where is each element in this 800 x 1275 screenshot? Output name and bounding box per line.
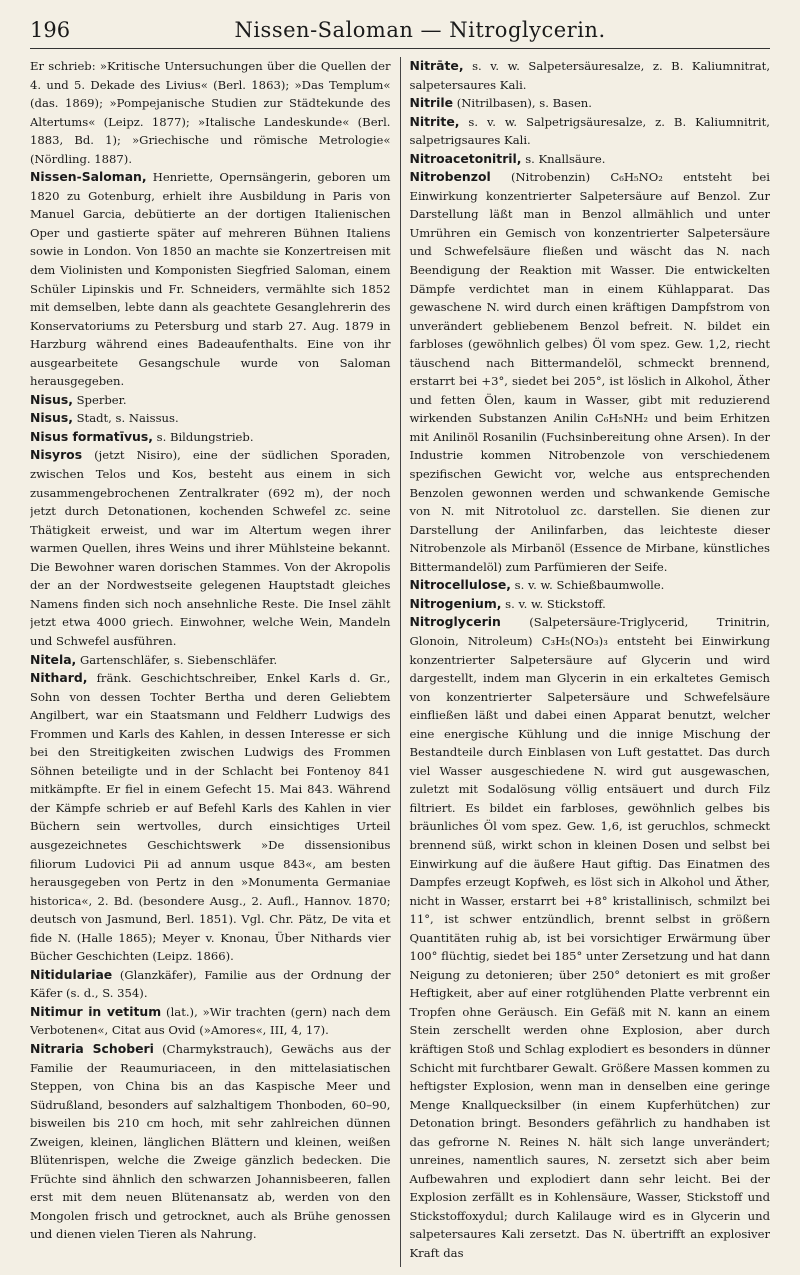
entry-body: (lat.), »Wir trachten (gern) nach dem Verbotenen«, Citat aus Ovid (»Amores«, III, 4, 17). — [30, 1004, 391, 1038]
entry-headword: Nitela, — [30, 651, 77, 667]
entry-headword: Nitimur in vetitum — [30, 1003, 162, 1019]
entry — [410, 57, 771, 94]
entry-headword: Nitroacetonitril, — [409, 150, 522, 166]
entry — [30, 669, 391, 966]
entry-headword: Nissen-Saloman, — [30, 169, 147, 185]
entry-body: (Charmykstrauch), Gewächs aus der Familie der Reaumuriaceen, in den mittelasiatischen Steppen, von China bis an das Kaspische Meer und Südrußland, besonders auf salzhaltigem Thonboden, 60–90, bisweilen bis 210 cm hoch, mit sehr zahlreichen dünnen Zweigen, kleinen, länglichen Blättern und kleinen, weißen Blütenrispen, welche die Zweige gänzlich bedecken. Die Früchte sind ähnlich den schwarzen Johannisbeeren, fallen erst mit dem neuen Blütenansatz ab, werden von den Mongolen frisch und getrocknet, auch als Brühe genossen und dienen vielen Tieren als Nahrung. — [30, 1041, 391, 1242]
running-head: Nissen-Saloman — Nitroglycerin. — [234, 18, 606, 42]
entry — [30, 446, 391, 650]
entry-headword: Nithard, — [30, 670, 88, 686]
entry — [410, 595, 771, 614]
entry-body: (jetzt Nisiro), eine der südlichen Sporaden, zwischen Telos und Kos, besteht aus einem in sich zusammengebrochenen Zentralkrater (692 m), der noch jetzt durch Detonationen, kochenden Schwefel zc. seine Thätigkeit erweist, und war im Altertum wegen ihrer warmen Quellen, ihres Weins und ihrer Mühlsteine bekannt. Die Bewohner waren dorischen Stammes. Von der Akropolis der an der Nordwestseite gelegenen Hauptstadt gleiches Namens finden sich noch ansehnliche Reste. Die Insel zählt jetzt etwa 4000 griech. Einwohner, welche Wein, Mandeln und Schwefel ausführen. — [30, 448, 391, 648]
left-column — [30, 57, 400, 1267]
page-header — [30, 18, 770, 49]
entry — [30, 168, 391, 391]
entry — [30, 391, 391, 410]
entry-body: Henriette, Opernsängerin, geboren um 1820 zu Gotenburg, erhielt ihre Ausbildung in Paris von Manuel Garcia, debütierte an der dortigen Italienischen Oper und gastierte später auf mehreren Bühnen Italiens sowie in London. Von 1850 an machte sie Konzertreisen mit dem Violinisten und Komponisten Siegfried Saloman, einem Schüler Lipinskis und Fr. Schneiders, vermählte sich 1852 mit demselben, lebte dann als geachtete Gesanglehrerin des Konservatoriums zu Petersburg und starb 27. Aug. 1879 in Harzburg während eines Badeaufenthalts. Eine von ihr ausgearbeitete Gesangschule wurde von Saloman herausgegeben. — [30, 170, 391, 389]
entry-headword: Nitrogenium, — [409, 595, 502, 611]
entry-body: s. Knallsäure. — [521, 151, 606, 166]
entry-headword: Nitidulariae — [30, 966, 113, 982]
entry — [410, 150, 771, 169]
entry — [30, 409, 391, 428]
entry-body: s. v. w. Stickstoff. — [501, 596, 606, 611]
entry-body: Gartenschläfer, s. Siebenschläfer. — [76, 652, 278, 667]
entry-headword: Nitrobenzol — [409, 169, 491, 185]
entry — [30, 57, 391, 168]
entry-body: (Glanzkäfer), Familie aus der Ordnung der Käfer (s. d., S. 354). — [30, 967, 391, 1001]
entry-body: s. v. w. Schießbaumwolle. — [510, 578, 665, 593]
entry-body: s. v. w. Salpetrigsäuresalze, z. B. Kaliumnitrit, salpetrigsaures Kali. — [409, 114, 770, 148]
entry — [410, 613, 771, 1262]
entry-headword: Nitraria Schoberi — [30, 1040, 154, 1056]
entry — [30, 966, 391, 1003]
entry-body: fränk. Geschichtschreiber, Enkel Karls d. Gr., Sohn von dessen Tochter Bertha und deren Geliebtem Angilbert, war ein Staatsmann und Feldherr Ludwigs des Frommen und Karls des Kahlen, in dessen Interesse er sich bei den Streitigkeiten zwischen Ludwigs des Frommen Söhnen beteiligte und in der Schlacht bei Fontenoy 841 mitkämpfte. Er fiel in einem Gefecht 15. Mai 843. Während der Kämpfe schrieb er auf Befehl Karls des Kahlen in vier Büchern sein wertvolles, durch einsichtiges Urteil ausgezeichnetes Geschichtswerk »De dissensionibus filiorum Ludovici Pii ad annum usque 843«, am besten herausgegeben von Pertz in den »Monumenta Germaniae historica«, 2. Bd. (besondere Ausg., 2. Aufl., Hannov. 1870; deutsch von Jasmund, Berl. 1851). Vgl. Chr. Pätz, De vita et fide N. (Halle 1865); Meyer v. Knonau, Über Nithards vier Bücher Geschichten (Leipz. 1866). — [30, 671, 391, 964]
entry-body: s. v. w. Salpetersäuresalze, z. B. Kaliumnitrat, salpetersaures Kali. — [409, 59, 770, 92]
entry-headword: Nitrite, — [409, 113, 460, 129]
entry-body: (Nitrilbasen), s. Basen. — [453, 96, 592, 111]
entry-headword: Nitrocellulose, — [409, 577, 511, 593]
entry-body: Stadt, s. Naissus. — [72, 411, 179, 426]
entry — [410, 94, 771, 113]
entry-headword: Nisyros — [30, 447, 83, 463]
entry-body: s. Bildungstrieb. — [152, 429, 254, 444]
entry — [410, 113, 771, 150]
entry-headword: Nitrile — [409, 95, 454, 111]
entry — [30, 1003, 391, 1040]
entry — [30, 1040, 391, 1244]
entry — [30, 651, 391, 670]
entry-headword: Nitroglycerin — [409, 614, 501, 630]
page-number: 196 — [30, 18, 71, 42]
entry-headword: Nisus, — [30, 391, 73, 407]
entry-headword: Nitrāte, — [409, 58, 464, 73]
entry — [30, 428, 391, 447]
text-columns — [30, 57, 770, 1267]
entry-headword: Nisus, — [30, 410, 73, 426]
entry-body: Sperber. — [72, 392, 127, 407]
right-column — [400, 57, 771, 1267]
entry-headword: Nisus formatīvus, — [30, 428, 153, 444]
entry-body: (Nitrobenzin) C₆H₅NO₂ entsteht bei Einwirkung konzentrierter Salpetersäure auf Benzol. Zur Darstellung läßt man in Benzol allmählich und unter Umrühren ein Gemisch von konzentrierter Salpetersäure und Schwefelsäure fließen und wäscht das N. nach Beendigung der Reaktion mit Wasser. Die entwickelten Dämpfe verdichtet man in einem Kühlapparat. Das gewaschene N. wird durch einen kräftigen Dampfstrom von unverändert gebliebenem Benzol befreit. N. bildet ein farbloses (gewöhnlich gelbes) Öl vom spez. Gew. 1,2, riecht täuschend nach Bittermandelöl, schmeckt brennend, erstarrt bei +3°, siedet bei 205°, ist löslich in Alkohol, Äther und fetten Ölen, kaum in Wasser, gibt mit reduzierend wirkenden Substanzen Anilin C₆H₅NH₂ und beim Erhitzen mit Anilinöl Rosanilin (Fuchsinbereitung ohne Arsen). In der Industrie kommen Nitrobenzole von verschiedenem spezifischen Gewicht vor, welche aus entsprechenden Benzolen gewonnen werden und schwankende Gemische von N. mit Nitrotoluol zc. darstellen. Sie dienen zur Darstellung der Anilinfarben, das leichteste dieser Nitrobenzole als Mirbanöl (Essence de Mirbane, künstliches Bittermandelöl) zum Parfümieren der Seife. — [409, 170, 770, 574]
entry — [410, 168, 771, 576]
entry-body: (Salpetersäure-Triglycerid, Trinitrin, Glonoin, Nitroleum) C₃H₅(NO₃)₃ entsteht bei Einwirkung konzentrierter Salpetersäure auf Glycerin und wird dargestellt, indem man Glycerin in ein erkaltetes Gemisch von konzentrierter Salpetersäure und Schwefelsäure einfließen läßt und dabei einen Apparat benutzt, welcher eine energische Kühlung und die innige Mischung der Bestandteile durch Einblasen von Luft gestattet. Das durch viel Wasser ausgeschiedene N. wird gut ausgewaschen, zuletzt mit Sodalösung völlig entsäuert und durch Filz filtriert. Es bildet ein farbloses, gewöhnlich gelbes bis bräunliches Öl vom spez. Gew. 1,6, ist geruchlos, schmeckt brennend süß, wirkt schon in kleinen Dosen und selbst bei Einwirkung auf die äußere Haut giftig. Das Einatmen des Dampfes erzeugt Kopfweh, es löst sich in Alkohol und Äther, nicht in Wasser, erstarrt bei +8° kristallinisch, schmilzt bei 11°, ist schwer entzündlich, brennt selbst in größern Quantitäten ruhig ab, ist bei vorsichtiger Erwärmung über 100° flüchtig, siedet bei 185° unter Zersetzung und hat dann Neigung zu detonieren; über 250° detoniert es mit großer Heftigkeit, aber auf einer rotglühenden Platte verbrennt ein Tropfen ohne Geräusch. Ein Gefäß mit N. kann an einem Stein zerschellt werden ohne Explosion, aber durch kräftigen Stoß und Schlag explodiert es besonders in dünner Schicht mit furchtbarer Gewalt. Größere Massen kommen zu heftigster Explosion, wenn man in denselben eine geringe Menge Knallquecksilber (in einem Kupferhütchen) zur Detonation bringt. Besonders gefährlich zu handhaben ist das gefrorne N. Reines N. hält sich lange unverändert; unreines, namentlich saures, N. zersetzt sich aber beim Aufbewahren und explodiert dann sehr leicht. Bei der Explosion zerfällt es in Kohlensäure, Wasser, Stickstoff und Stickstoffoxydul; durch Kalilauge wird es in Glycerin und salpetersaures Kali zersetzt. Das N. übertrifft an explosiver Kraft das — [409, 615, 770, 1260]
entry-body: Er schrieb: »Kritische Untersuchungen über die Quellen der 4. und 5. Dekade des Livius« (Berl. 1863); »Das Templum« (das. 1869); »Pompejanische Studien zur Städtekunde des Altertums« (Leipz. 1877); »Italische Landeskunde« (Berl. 1883, Bd. 1); »Griechische und römische Metrologie« (Nördling. 1887). — [30, 59, 391, 166]
entry — [410, 576, 771, 595]
